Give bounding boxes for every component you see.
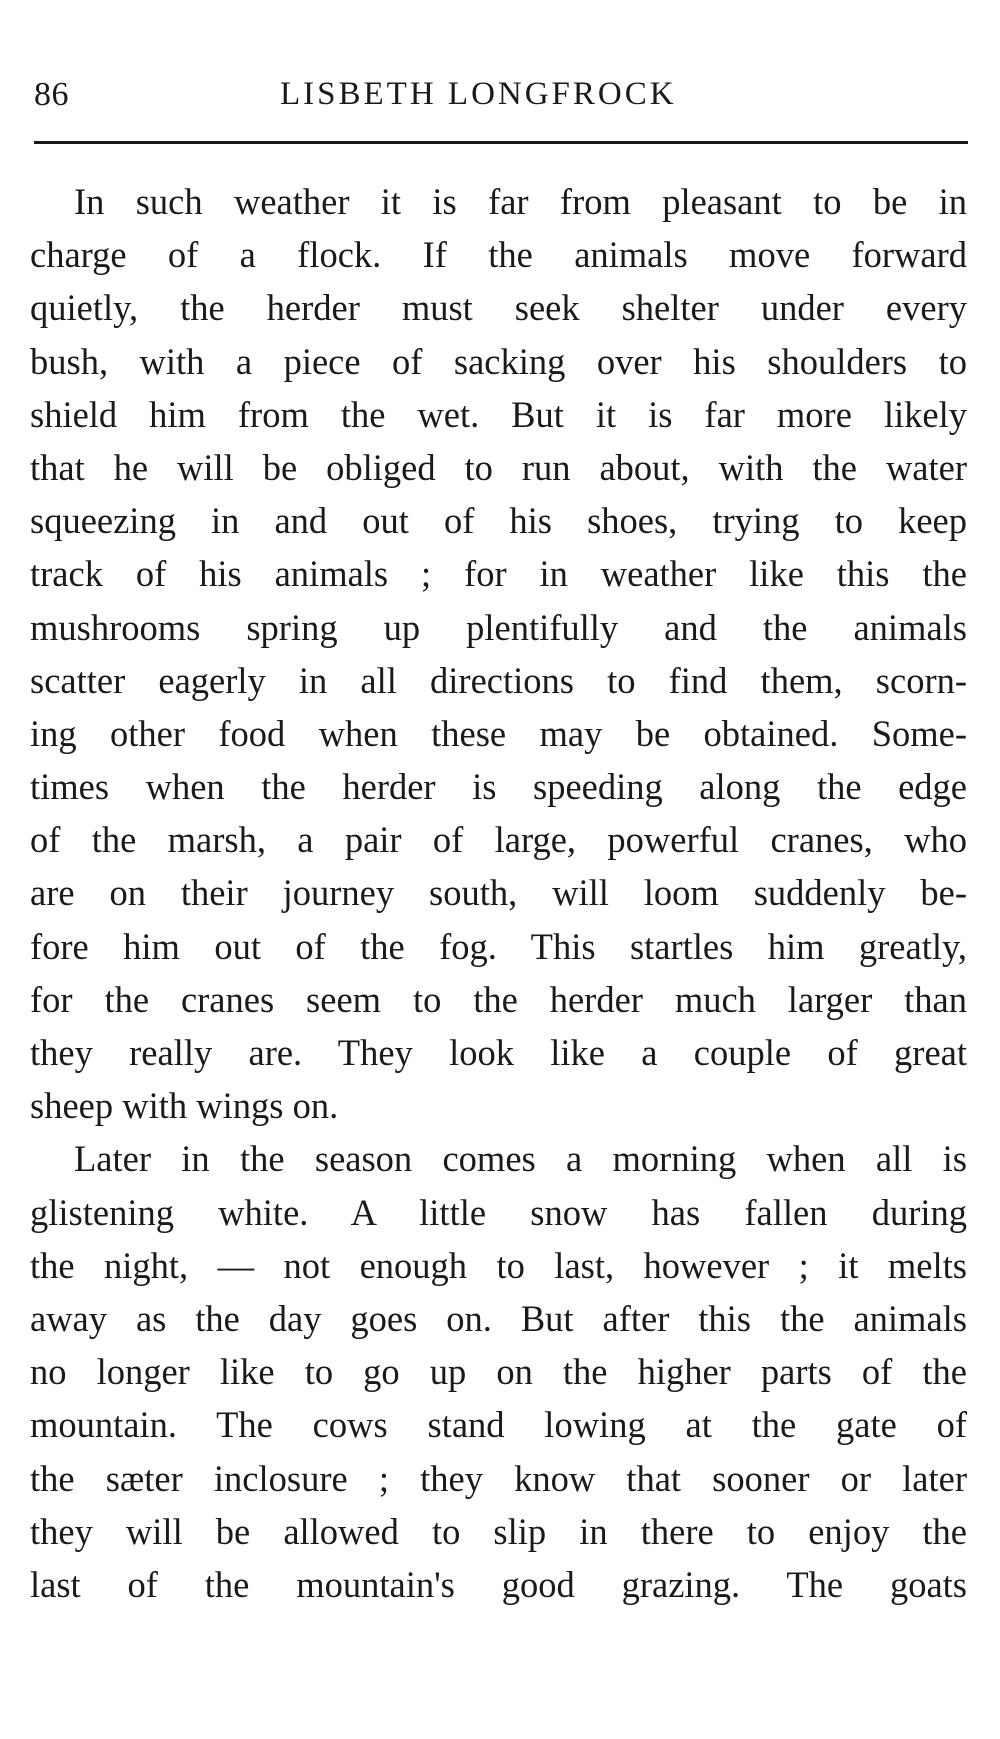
text-line: scatter eagerly in all directions to find them, scorn-	[30, 659, 967, 701]
page-header	[34, 68, 968, 124]
text-line: ing other food when these may be obtained. Some-	[30, 712, 967, 754]
text-line: track of his animals ; for in weather like this the	[30, 553, 967, 595]
text-line: quietly, the herder must seek shelter under every	[30, 287, 967, 329]
paragraph-2	[30, 1132, 967, 1611]
text-line: they will be allowed to slip in there to enjoy the	[30, 1510, 967, 1552]
text-line: the sæter inclosure ; they know that sooner or later	[30, 1457, 967, 1499]
page-number: 86	[34, 76, 69, 113]
running-title: LISBETH LONGFROCK	[280, 76, 677, 112]
text-line: fore him out of the fog. This startles him greatly,	[30, 925, 967, 967]
body-text	[30, 175, 967, 1611]
text-line: mountain. The cows stand lowing at the gate of	[30, 1404, 967, 1446]
text-line: In such weather it is far from pleasant to be in	[74, 181, 967, 222]
text-line: Later in the season comes a morning when all is	[74, 1138, 967, 1180]
text-line: are on their journey south, will loom suddenly be-	[30, 872, 967, 914]
text-line: no longer like to go up on the higher parts of the	[30, 1351, 967, 1393]
text-line: sheep with wings on.	[30, 1085, 339, 1127]
text-line: glistening white. A little snow has fallen during	[30, 1191, 967, 1233]
text-line: shield him from the wet. But it is far more likely	[30, 393, 967, 435]
paragraph-1	[30, 175, 967, 1132]
text-line: charge of a flock. If the animals move forward	[30, 234, 967, 276]
text-line: times when the herder is speeding along the edge	[30, 766, 967, 808]
text-line: squeezing in and out of his shoes, trying to keep	[30, 500, 967, 542]
text-line: mushrooms spring up plentifully and the animals	[30, 606, 967, 648]
text-line: they really are. They look like a couple of great	[30, 1032, 967, 1073]
text-line: the night, — not enough to last, however ; it melts	[30, 1244, 967, 1286]
header-rule	[34, 141, 968, 144]
text-line: away as the day goes on. But after this the animals	[30, 1297, 967, 1339]
text-line: of the marsh, a pair of large, powerful cranes, who	[30, 819, 967, 861]
text-line: last of the mountain's good grazing. The goats	[30, 1563, 967, 1605]
text-line: that he will be obliged to run about, with the water	[30, 446, 967, 488]
text-line: for the cranes seem to the herder much larger than	[30, 978, 967, 1020]
text-line: bush, with a piece of sacking over his shoulders to	[30, 340, 967, 382]
